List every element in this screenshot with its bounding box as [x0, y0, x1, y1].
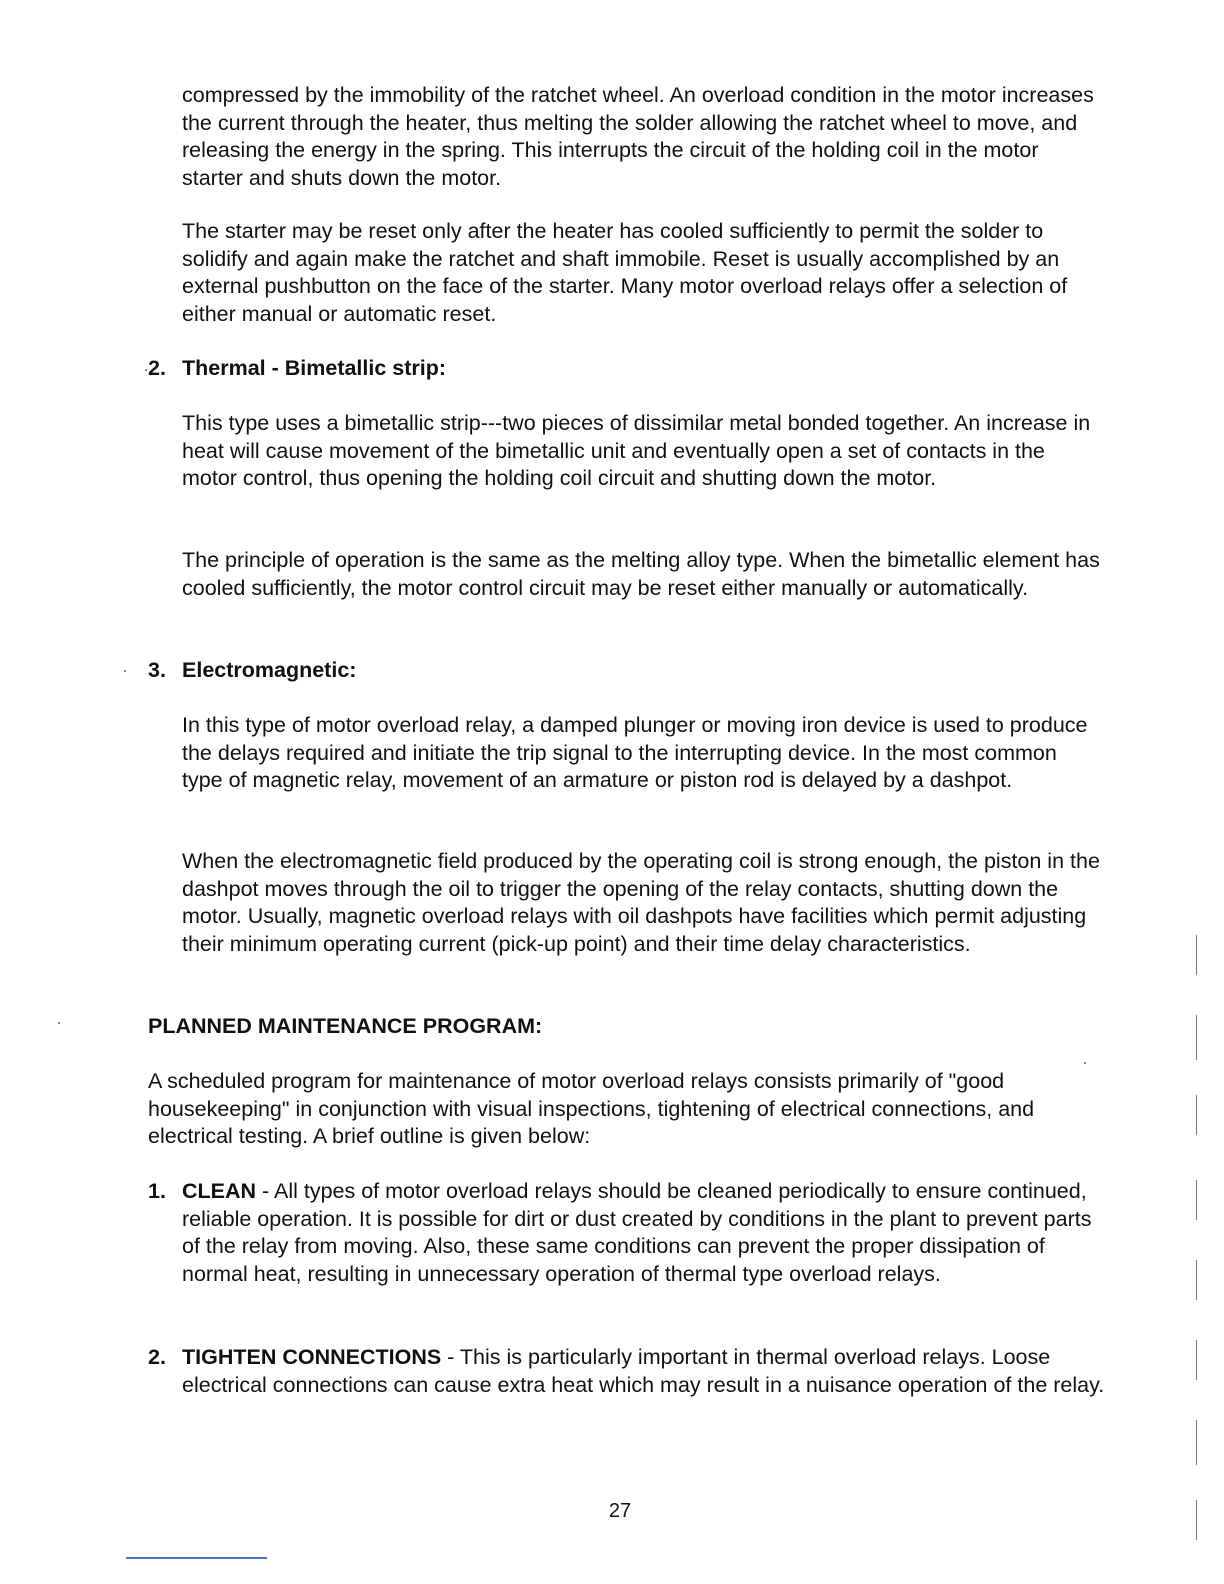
scan-edge-mark	[1196, 1420, 1197, 1465]
intro-paragraph-2: The starter may be reset only after the heater has cooled sufficiently to permit the solder to solidify and again make the ratchet and shaft immobile. Reset is usually accomplished by an external pushbutton on the face of the starter. Many motor overload relays offer a selection of either manual or automatic reset.	[182, 219, 1068, 326]
section-heading-thermal-bimetallic	[148, 355, 1108, 383]
scan-edge-mark	[1196, 1260, 1197, 1300]
bimetallic-paragraph-2: The principle of operation is the same as the melting alloy type. When the bimetallic element has cooled sufficiently, the motor control circuit may be reset either manually or automatically.	[182, 548, 1100, 600]
list-item-content	[182, 1178, 1108, 1288]
scan-speck	[145, 369, 147, 371]
maintenance-item-clean	[148, 1178, 1108, 1288]
scan-edge-mark	[1196, 1340, 1197, 1380]
electromagnetic-paragraph-1: In this type of motor overload relay, a damped plunger or moving iron device is used to produce the delays required and initiate the trip signal to the interrupting device. In the most common type of magnetic relay, movement of an armature or piston rod is delayed by a dashpot.	[182, 713, 1088, 792]
maintenance-heading: PLANNED MAINTENANCE PROGRAM:	[148, 1014, 543, 1038]
page-number: 27	[608, 1500, 632, 1522]
section-number: 2.	[148, 356, 166, 380]
scan-edge-mark	[1196, 935, 1197, 975]
scan-edge-mark	[1196, 1180, 1197, 1220]
section-heading-electromagnetic	[148, 657, 1108, 685]
list-item-number: 2.	[148, 1345, 166, 1369]
scan-speck	[58, 1022, 60, 1024]
maintenance-intro: A scheduled program for maintenance of motor overload relays consists primarily of "good housekeeping" in conjunction with visual inspections, tightening of electrical connections, and electrical testing. A brief outline is given below:	[148, 1069, 1035, 1148]
scan-edge-mark	[1196, 1015, 1197, 1060]
list-item-content	[182, 1344, 1108, 1399]
list-item-lead: TIGHTEN CONNECTIONS	[182, 1345, 442, 1369]
scan-speck	[124, 670, 126, 672]
scan-speck	[1084, 1062, 1086, 1064]
section-title: Thermal - Bimetallic strip:	[182, 356, 447, 380]
list-item-lead: CLEAN	[182, 1179, 257, 1203]
list-item-number: 1.	[148, 1179, 166, 1203]
bimetallic-paragraph-1: This type uses a bimetallic strip---two pieces of dissimilar metal bonded together. An increase in heat will cause movement of the bimetallic unit and eventually open a set of contacts in the motor control, thus opening the holding coil circuit and shutting down the motor.	[182, 411, 1091, 490]
maintenance-item-tighten-connections	[148, 1344, 1108, 1399]
list-item-text: - All types of motor overload relays should be cleaned periodically to ensure continued, reliable operation. It is possible for dirt or dust created by conditions in the plant to prevent parts of the relay from moving. Also, these same conditions can prevent the proper dissipation of normal heat, resulting in unnecessary operation of thermal type overload relays.	[182, 1179, 1092, 1286]
electromagnetic-paragraph-2: When the electromagnetic field produced by the operating coil is strong enough, the piston in the dashpot moves through the oil to trigger the opening of the relay contacts, shutting down the motor. Usually, magnetic overload relays with oil dashpots have facilities which permit adjusting their minimum operating current (pick-up point) and their time delay characteristics.	[182, 849, 1100, 956]
scan-underline-artifact	[126, 1557, 267, 1559]
list-item-text: - This is particularly important in thermal overload relays. Loose electrical connections can cause extra heat which may result in a nuisance operation of the relay.	[182, 1345, 1105, 1397]
section-title: Electromagnetic:	[182, 658, 357, 682]
section-number: 3.	[148, 658, 166, 682]
intro-paragraph-1: compressed by the immobility of the ratchet wheel. An overload condition in the motor increases the current through the heater, thus melting the solder allowing the ratchet wheel to move, and releasing the energy in the spring. This interrupts the circuit of the holding coil in the motor starter and shuts down the motor.	[182, 83, 1094, 190]
scan-edge-mark	[1196, 1095, 1197, 1135]
scan-edge-mark	[1196, 1500, 1197, 1540]
